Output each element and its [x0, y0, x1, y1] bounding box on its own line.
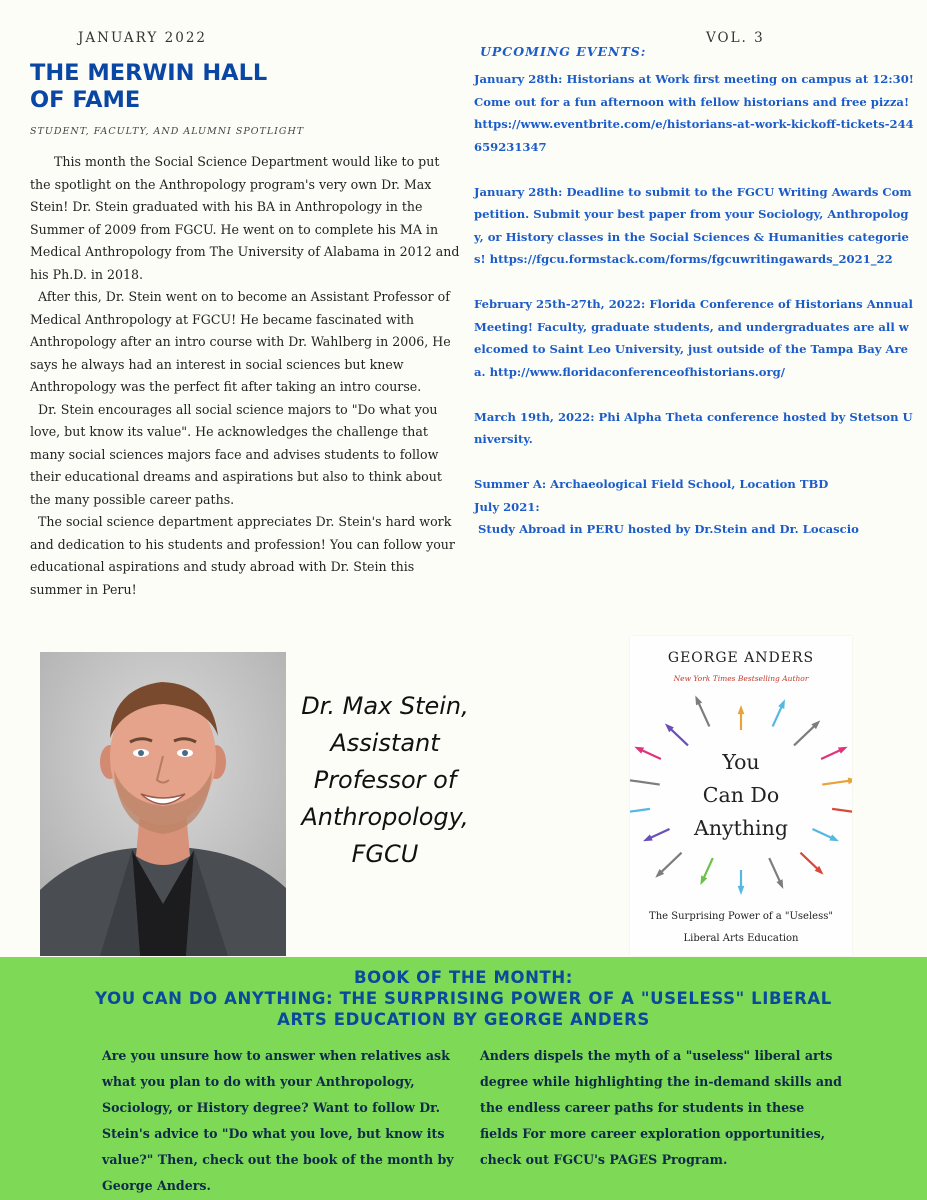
event-item: January 28th: Historians at Work first meeting on campus at 12:30! Come out for a fun afternoon with fellow historians and free pizza! https://www.eventbrite.com/e/historians-at-work-kickoff-tickets-244659231347	[474, 72, 914, 154]
bom-heading-line: BOOK OF THE MONTH:	[354, 968, 573, 987]
event-item: Study Abroad in PERU hosted by Dr.Stein and Dr. Locascio	[474, 522, 859, 536]
event-item: January 28th: Deadline to submit to the FGCU Writing Awards Competition. Submit your best paper from your Sociology, Anthropology, or History classes in the Social Sciences & Humanities categories! https://fgcu.formstack.com/forms/fgcuwritingawards_2021_22	[474, 184, 912, 266]
spotlight-subtitle: STUDENT, FACULTY, AND ALUMNI SPOTLIGHT	[30, 126, 305, 137]
cover-arrow-head	[738, 705, 745, 714]
book-tagline: New York Times Bestselling Author	[673, 674, 809, 683]
cover-arrow-head	[778, 699, 785, 709]
events-list	[474, 68, 914, 541]
book-cover	[630, 636, 852, 956]
bom-heading-line: YOU CAN DO ANYTHING: THE SURPRISING POWER OF A "USELESS" LIBERAL	[95, 989, 832, 1008]
bom-heading-line: ARTS EDUCATION BY GEORGE ANDERS	[277, 1010, 650, 1029]
article-paragraph: This month the Social Science Department would like to put the spotlight on the Anthropology program's very own Dr. Max Stein! Dr. Stein graduated with his BA in Anthropology in the Summer of 2009 from FGCU. He went on to complete his MA in Medical Anthropology from The University of Alabama in 2012 and his Ph.D. in 2018.	[30, 154, 460, 282]
book-title-line: Anything	[694, 816, 788, 840]
event-item: Summer A: Archaeological Field School, Location TBD	[474, 477, 829, 491]
cover-arrow-head	[700, 875, 707, 885]
caption-line: Assistant	[330, 729, 440, 757]
book-of-month-left-text: Are you unsure how to answer when relatives ask what you plan to do with your Anthropology, Sociology, or History degree? Want to follow Dr. Stein's advice to "Do what you love, but know its value?" Then, check out the book of the month by George Anders.	[102, 1048, 454, 1193]
event-item: February 25th-27th, 2022: Florida Conference of Historians Annual Meeting! Faculty, graduate students, and undergraduates are all welcomed to Saint Leo University, just outside of the Tampa Bay Area. http://www.floridaconferenceofhistorians.org/	[474, 297, 913, 379]
book-title-line: Can Do	[702, 783, 780, 807]
caption-line: Anthropology,	[301, 803, 469, 831]
caption-line: FGCU	[351, 840, 419, 868]
spotlight-article	[30, 151, 462, 601]
event-item: July 2021:	[474, 499, 540, 514]
portrait-photo	[40, 652, 286, 956]
book-of-month-right-text: Anders dispels the myth of a "useless" liberal arts degree while highlighting the in-demand skills and the endless career paths for students in these fields For more career exploration opportunities, check out FGCU's PAGES Program.	[480, 1048, 842, 1167]
title-line-2: OF FAME	[30, 87, 141, 113]
hall-of-fame-title	[30, 60, 330, 114]
book-title-line: You	[722, 750, 760, 774]
events-heading: UPCOMING EVENTS:	[480, 44, 647, 59]
article-paragraph: The social science department appreciates Dr. Stein's hard work and dedication to his students and profession! You can follow your educational aspirations and study abroad with Dr. Stein this summer in Peru!	[30, 514, 455, 597]
portrait-illustration	[40, 652, 286, 956]
caption-line: Professor of	[313, 766, 457, 794]
book-of-month-heading	[0, 967, 927, 1030]
caption-line: Dr. Max Stein,	[301, 692, 469, 720]
article-paragraph: After this, Dr. Stein went on to become an Assistant Professor of Medical Anthropology at FGCU! He became fascinated with Anthropology after an intro course with Dr. Wahlberg in 2006, He says he always had an interest in social sciences but knew Anthropology was the perfect fit after taking an intro course.	[30, 289, 451, 394]
cover-arrow-head	[738, 886, 745, 895]
volume-number: VOL. 3	[706, 30, 765, 46]
article-paragraph: Dr. Stein encourages all social science majors to "Do what you love, but know its value". He acknowledges the challenge that many social sciences majors face and advises students to follow their educational dreams and aspirations but also to think about the many possible career paths.	[30, 401, 442, 507]
book-author: GEORGE ANDERS	[667, 650, 815, 666]
book-subtitle-line: The Surprising Power of a "Useless"	[649, 911, 833, 922]
book-of-month-banner	[0, 957, 927, 1200]
book-cover-subtitle	[630, 906, 852, 950]
cover-arrow-head	[695, 696, 702, 706]
event-item: March 19th, 2022: Phi Alpha Theta conference hosted by Stetson University.	[474, 409, 913, 446]
title-line-1: THE MERWIN HALL	[30, 60, 268, 86]
issue-date: JANUARY 2022	[78, 30, 207, 46]
book-subtitle-line: Liberal Arts Education	[683, 933, 799, 944]
cover-arrow-head	[776, 879, 783, 889]
book-cover-title	[630, 746, 852, 845]
photo-caption	[300, 688, 470, 873]
